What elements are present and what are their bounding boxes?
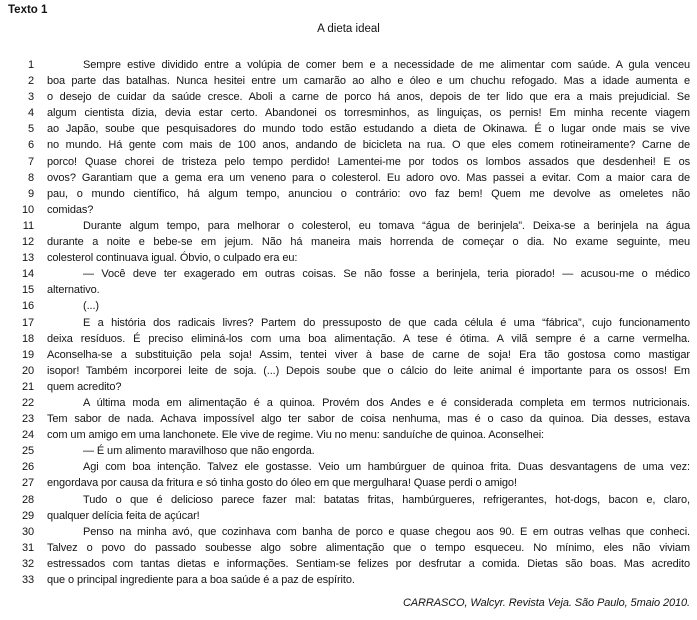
line-number: 19 [21,348,34,361]
line-text: quem acredito? [47,380,122,393]
citation: CARRASCO, Walcyr. Revista Veja. São Paulo, 5maio 2010. [402,597,690,609]
line-number: 8 [27,171,34,184]
line-text: qualquer delícia feita de açúcar! [47,509,200,522]
text-line [0,459,697,475]
line-number: 17 [21,316,34,329]
line-text: estressados com tantas dietas e informações. Sentiam-se felizes por desfrutar a comida. Dietas são boas. Mas acredito [47,557,690,570]
text-line [0,282,697,298]
text-line [0,154,697,170]
text-line [0,234,697,250]
line-number: 25 [21,445,34,458]
text-line [0,105,697,121]
line-text: porco! Quase chorei de tristeza pelo tempo perdido! Lamentei-me por todos os lombos assados que desdenhei! E os [47,155,690,168]
text-line [0,266,697,282]
text-line [0,524,697,540]
line-number: 14 [21,268,34,281]
text-line [0,556,697,572]
text-line [0,395,697,411]
line-number: 21 [21,380,34,393]
line-number: 3 [27,91,34,104]
text-line [0,121,697,137]
text-line [0,379,697,395]
text-line [0,363,697,379]
line-text: Agi com boa intenção. Talvez ele gostasse. Veio um hambúrguer de quinoa frita. Duas desvantagens de uma vez: [83,461,690,474]
text-line [0,89,697,105]
line-text: comidas? [47,203,94,216]
line-text: boa parte das batalhas. Nunca hesitei entre um camarão ao alho e óleo e um chuchu refogado. Mas a idade aumenta e [47,75,690,88]
text-line [0,427,697,443]
line-text: o desejo de cuidar da saúde cresce. Aboli a carne de porco há anos, depois de ter lido que era a mais prejudicial. Se [47,91,690,104]
line-number: 30 [21,525,34,538]
line-number: 1 [27,59,34,71]
line-text: algum cientista dizia, devia estar certo. Abandonei os torresminhos, as linguiças, os pernis! Em minha recente viagem [47,107,690,120]
line-text: — É um alimento maravilhoso que não engorda. [83,445,315,458]
text-line [0,250,697,266]
line-text: no mundo. Há gente com mais de 100 anos, andando de bicicleta na rua. O que eles comem rotineiramente? Carne de [47,139,690,152]
text-line [0,572,697,588]
line-number: 7 [27,155,34,168]
line-text: Penso na minha avó, que cozinhava com banha de porco e quase chegou aos 90. E em outras velhas que conheci. [83,525,690,538]
line-number: 29 [21,509,34,522]
line-number: 24 [21,429,34,442]
text-line [0,443,697,459]
line-number: 18 [21,332,34,345]
line-text: Durante algum tempo, para melhorar o colesterol, eu tomava “água de berinjela”. Deixa-se a berinjela na água [83,219,690,232]
line-number: 26 [21,461,34,474]
text-line [0,73,697,89]
line-text: E a história dos radicais livres? Partem do pressuposto de que cada célula é uma “fábrica”, cujo funcionamento [83,316,690,329]
text-line [0,540,697,556]
text-line [0,315,697,331]
line-text: engordava por causa da fritura e só tinha gosto do óleo em que mergulhara! Quase perdi o amigo! [47,477,517,490]
line-text: Aconselha-se a substituição pela soja! Assim, tentei viver à base de carne de soja! Era tão gostosa como mastigar [47,348,690,361]
line-text: A última moda em alimentação é a quinoa. Provém dos Andes e é considerada completa em termos nutricionais. [83,396,690,409]
line-number: 12 [21,236,34,249]
line-text: isopor! Também incorporei leite de soja. (...) Depois soube que o cálcio do leite animal é importante para os ossos! Em [47,364,690,377]
line-text: que o principal ingrediente para a boa saúde é a paz de espírito. [47,574,355,586]
text-line [0,492,697,508]
text-line [0,411,697,427]
line-text: pau, o mundo científico, há algum tempo, anunciou o contrário: ovo faz bem! Quem me devolve as omeletes não [47,187,690,200]
text-line [0,475,697,491]
text-line [0,57,697,73]
line-number: 5 [27,123,34,136]
line-number: 16 [21,300,34,313]
line-text: — Você deve ter exagerado em outras coisas. Se não fosse a berinjela, teria piorado! — acusou-me o médico [83,268,690,281]
line-number: 31 [21,541,34,554]
text-line [0,508,697,524]
line-number: 15 [21,284,34,297]
line-text: colesterol continuava igual. Óbvio, o culpado era eu: [47,252,298,265]
line-number: 23 [21,413,34,426]
line-text: (...) [83,300,99,313]
line-number: 10 [21,203,34,216]
line-number: 20 [21,364,34,377]
line-text: deixa resíduos. É preciso eliminá-los com uma boa alimentação. A tese é ótima. A vilã sempre é a carne vermelha. [47,332,690,345]
line-text: Sempre estive dividido entre a volúpia de comer bem e a necessidade de me alimentar com saúde. A gula venceu [83,59,690,71]
line-number: 4 [27,107,34,120]
line-number: 13 [21,252,34,265]
line-number: 33 [21,574,34,586]
text-line [0,331,697,347]
text-line [0,347,697,363]
line-text: ovos? Garantiam que a gema era um veneno para o colesterol. Eu adoro ovo. Mas passei a evitar. Com a maior cara de [47,171,690,184]
line-number: 32 [21,557,34,570]
text-line [0,202,697,218]
line-number: 2 [27,75,34,88]
page-title: A dieta ideal [317,23,380,35]
text-line [0,298,697,314]
line-number: 22 [21,396,34,409]
line-number: 27 [21,477,34,490]
line-text: durante a noite e bebe-se em jejum. Não há maneira mais horrenda de começar o dia. No exame seguinte, meu [47,236,690,249]
line-number: 28 [21,493,34,506]
line-text: Tem sabor de nada. Achava impossível algo ter sabor de coisa nenhuma, mas é o caso da quinoa. Dia desses, estava [47,413,690,426]
text-body [0,57,697,588]
text-line [0,186,697,202]
text-line [0,218,697,234]
text-line [0,137,697,153]
line-text: Tudo o que é delicioso parece fazer mal: batatas fritas, hambúrgueres, refrigerantes, hot-dogs, bacon e, claro, [83,493,690,506]
line-number: 9 [27,187,34,200]
line-text: ao Japão, soube que pesquisadores do mundo todo estão estudando a dieta de Okinawa. É o lugar onde mais se vive [47,123,690,136]
text-line [0,170,697,186]
line-number: 11 [22,219,34,232]
line-text: alternativo. [47,284,100,297]
line-text: Talvez o povo do passado soubesse algo sobre alimentação que o tempo esqueceu. No mínimo, eles não viviam [47,541,690,554]
line-text: com um amigo em uma lanchonete. Ele vive de regime. Viu no menu: sanduíche de quinoa. Aconselhei: [47,429,545,442]
text-label: Texto 1 [8,4,48,16]
line-number: 6 [27,139,34,152]
